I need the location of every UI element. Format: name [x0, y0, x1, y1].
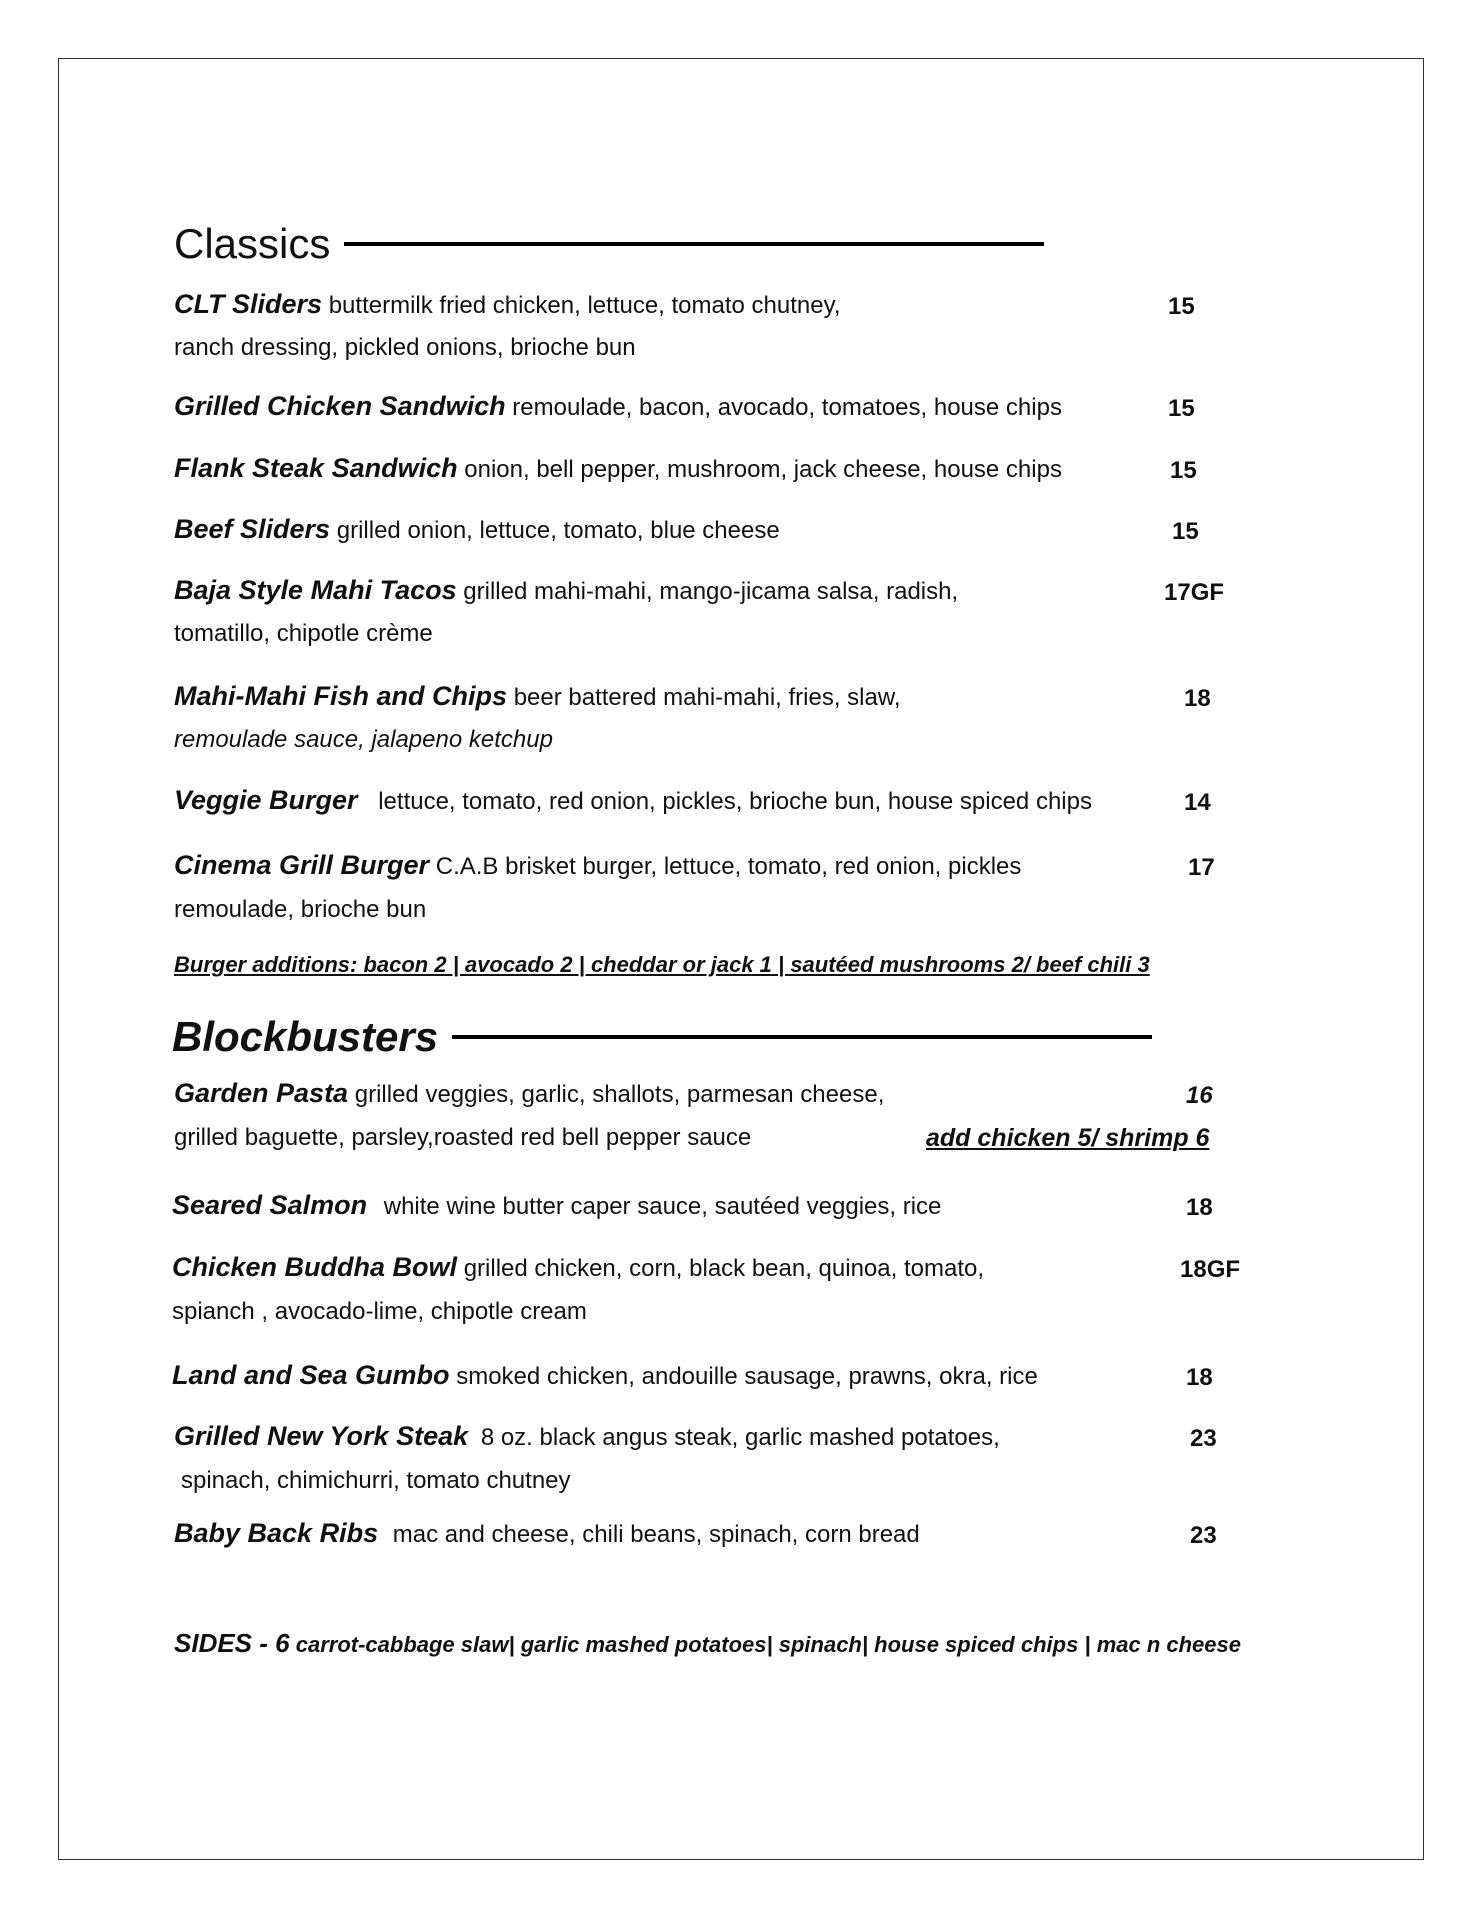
item-desc: lettuce, tomato, red onion, pickles, brioche bun, house spiced chips	[378, 788, 1092, 815]
sides-lead: SIDES - 6	[174, 1628, 290, 1658]
title-rule	[452, 1035, 1152, 1039]
item-price: 17	[1188, 854, 1215, 881]
item-desc-line2: ranch dressing, pickled onions, brioche bun	[174, 334, 636, 361]
item-desc: remoulade, bacon, avocado, tomatoes, house chips	[512, 394, 1062, 421]
garden-pasta-addon: add chicken 5/ shrimp 6	[926, 1124, 1210, 1152]
sides-line	[174, 1628, 1241, 1659]
item-price: 23	[1190, 1522, 1217, 1549]
item-name: Grilled New York Steak	[174, 1421, 469, 1451]
menu-item-baby-back-ribs	[174, 1518, 920, 1549]
sides-items: carrot-cabbage slaw| garlic mashed potatoes| spinach| house spiced chips | mac n cheese	[295, 1632, 1241, 1657]
item-name: Cinema Grill Burger	[174, 850, 430, 880]
title-rule	[344, 242, 1044, 246]
item-desc-line2: remoulade, brioche bun	[174, 896, 427, 923]
menu-item-grilled-chicken-sandwich	[174, 391, 1062, 422]
item-desc: onion, bell pepper, mushroom, jack cheese, house chips	[464, 456, 1062, 483]
menu-item-chicken-buddha-bowl	[172, 1252, 984, 1283]
section-title-text: Blockbusters	[172, 1013, 439, 1060]
menu-item-veggie-burger	[174, 785, 1092, 816]
section-title-classics	[174, 220, 1044, 268]
item-name: Land and Sea Gumbo	[172, 1360, 450, 1390]
item-desc-line2: spianch , avocado-lime, chipotle cream	[172, 1298, 587, 1325]
item-desc-line2: grilled baguette, parsley,roasted red bell pepper sauce	[174, 1124, 752, 1151]
section-title-blockbusters	[172, 1013, 1152, 1061]
item-name: Baby Back Ribs	[174, 1518, 379, 1548]
item-price: 16	[1186, 1082, 1213, 1109]
menu-item-beef-sliders	[174, 514, 780, 545]
menu-item-clt-sliders	[174, 289, 841, 320]
item-desc: buttermilk fried chicken, lettuce, tomato chutney,	[328, 292, 841, 319]
burger-additions-note: Burger additions: bacon 2 | avocado 2 | cheddar or jack 1 | sautéed mushrooms 2/ beef chili 3	[174, 952, 1150, 977]
menu-item-mahi-fish-and-chips	[174, 681, 901, 712]
item-desc: grilled chicken, corn, black bean, quinoa, tomato,	[463, 1255, 985, 1282]
item-name: Flank Steak Sandwich	[174, 453, 458, 483]
menu-item-flank-steak-sandwich	[174, 453, 1062, 484]
item-price: 23	[1190, 1425, 1217, 1452]
item-price: 15	[1168, 395, 1195, 422]
item-desc: smoked chicken, andouille sausage, prawns, okra, rice	[456, 1363, 1038, 1390]
item-name: Baja Style Mahi Tacos	[174, 575, 457, 605]
item-name: Chicken Buddha Bowl	[172, 1252, 458, 1282]
item-price: 15	[1170, 457, 1197, 484]
item-desc: beer battered mahi-mahi, fries, slaw,	[513, 684, 901, 711]
item-price: 18	[1184, 685, 1211, 712]
item-desc-line2: spinach, chimichurri, tomato chutney	[181, 1467, 571, 1494]
item-price: 17GF	[1164, 579, 1225, 606]
section-title-text: Classics	[174, 220, 331, 267]
item-name: Beef Sliders	[174, 514, 331, 544]
menu-item-baja-mahi-tacos	[174, 575, 958, 606]
item-desc: white wine butter caper sauce, sautéed veggies, rice	[383, 1193, 942, 1220]
item-desc: C.A.B brisket burger, lettuce, tomato, red onion, pickles	[435, 853, 1022, 880]
menu-item-seared-salmon	[172, 1190, 941, 1221]
item-desc: grilled mahi-mahi, mango-jicama salsa, radish,	[463, 578, 959, 605]
item-name: Garden Pasta	[174, 1078, 349, 1108]
item-price: 14	[1184, 789, 1211, 816]
item-name: Seared Salmon	[172, 1190, 368, 1220]
item-name: CLT Sliders	[174, 289, 323, 319]
item-price: 18	[1186, 1364, 1213, 1391]
item-price: 15	[1172, 518, 1199, 545]
item-desc-line2: tomatillo, chipotle crème	[174, 620, 433, 647]
menu-item-cinema-grill-burger	[174, 850, 1021, 881]
item-desc: grilled onion, lettuce, tomato, blue cheese	[336, 517, 780, 544]
item-name: Grilled Chicken Sandwich	[174, 391, 506, 421]
item-price: 15	[1168, 293, 1195, 320]
item-price: 18	[1186, 1194, 1213, 1221]
item-name: Veggie Burger	[174, 785, 358, 815]
item-price: 18GF	[1180, 1256, 1241, 1283]
item-name: Mahi-Mahi Fish and Chips	[174, 681, 508, 711]
item-desc: 8 oz. black angus steak, garlic mashed potatoes,	[480, 1424, 1000, 1451]
item-desc: grilled veggies, garlic, shallots, parmesan cheese,	[354, 1081, 885, 1108]
menu-item-garden-pasta	[174, 1078, 884, 1109]
item-desc: mac and cheese, chili beans, spinach, corn bread	[392, 1521, 920, 1548]
menu-item-grilled-new-york-steak	[174, 1421, 1000, 1452]
menu-item-land-and-sea-gumbo	[172, 1360, 1038, 1391]
item-desc-line2: remoulade sauce, jalapeno ketchup	[174, 726, 553, 753]
